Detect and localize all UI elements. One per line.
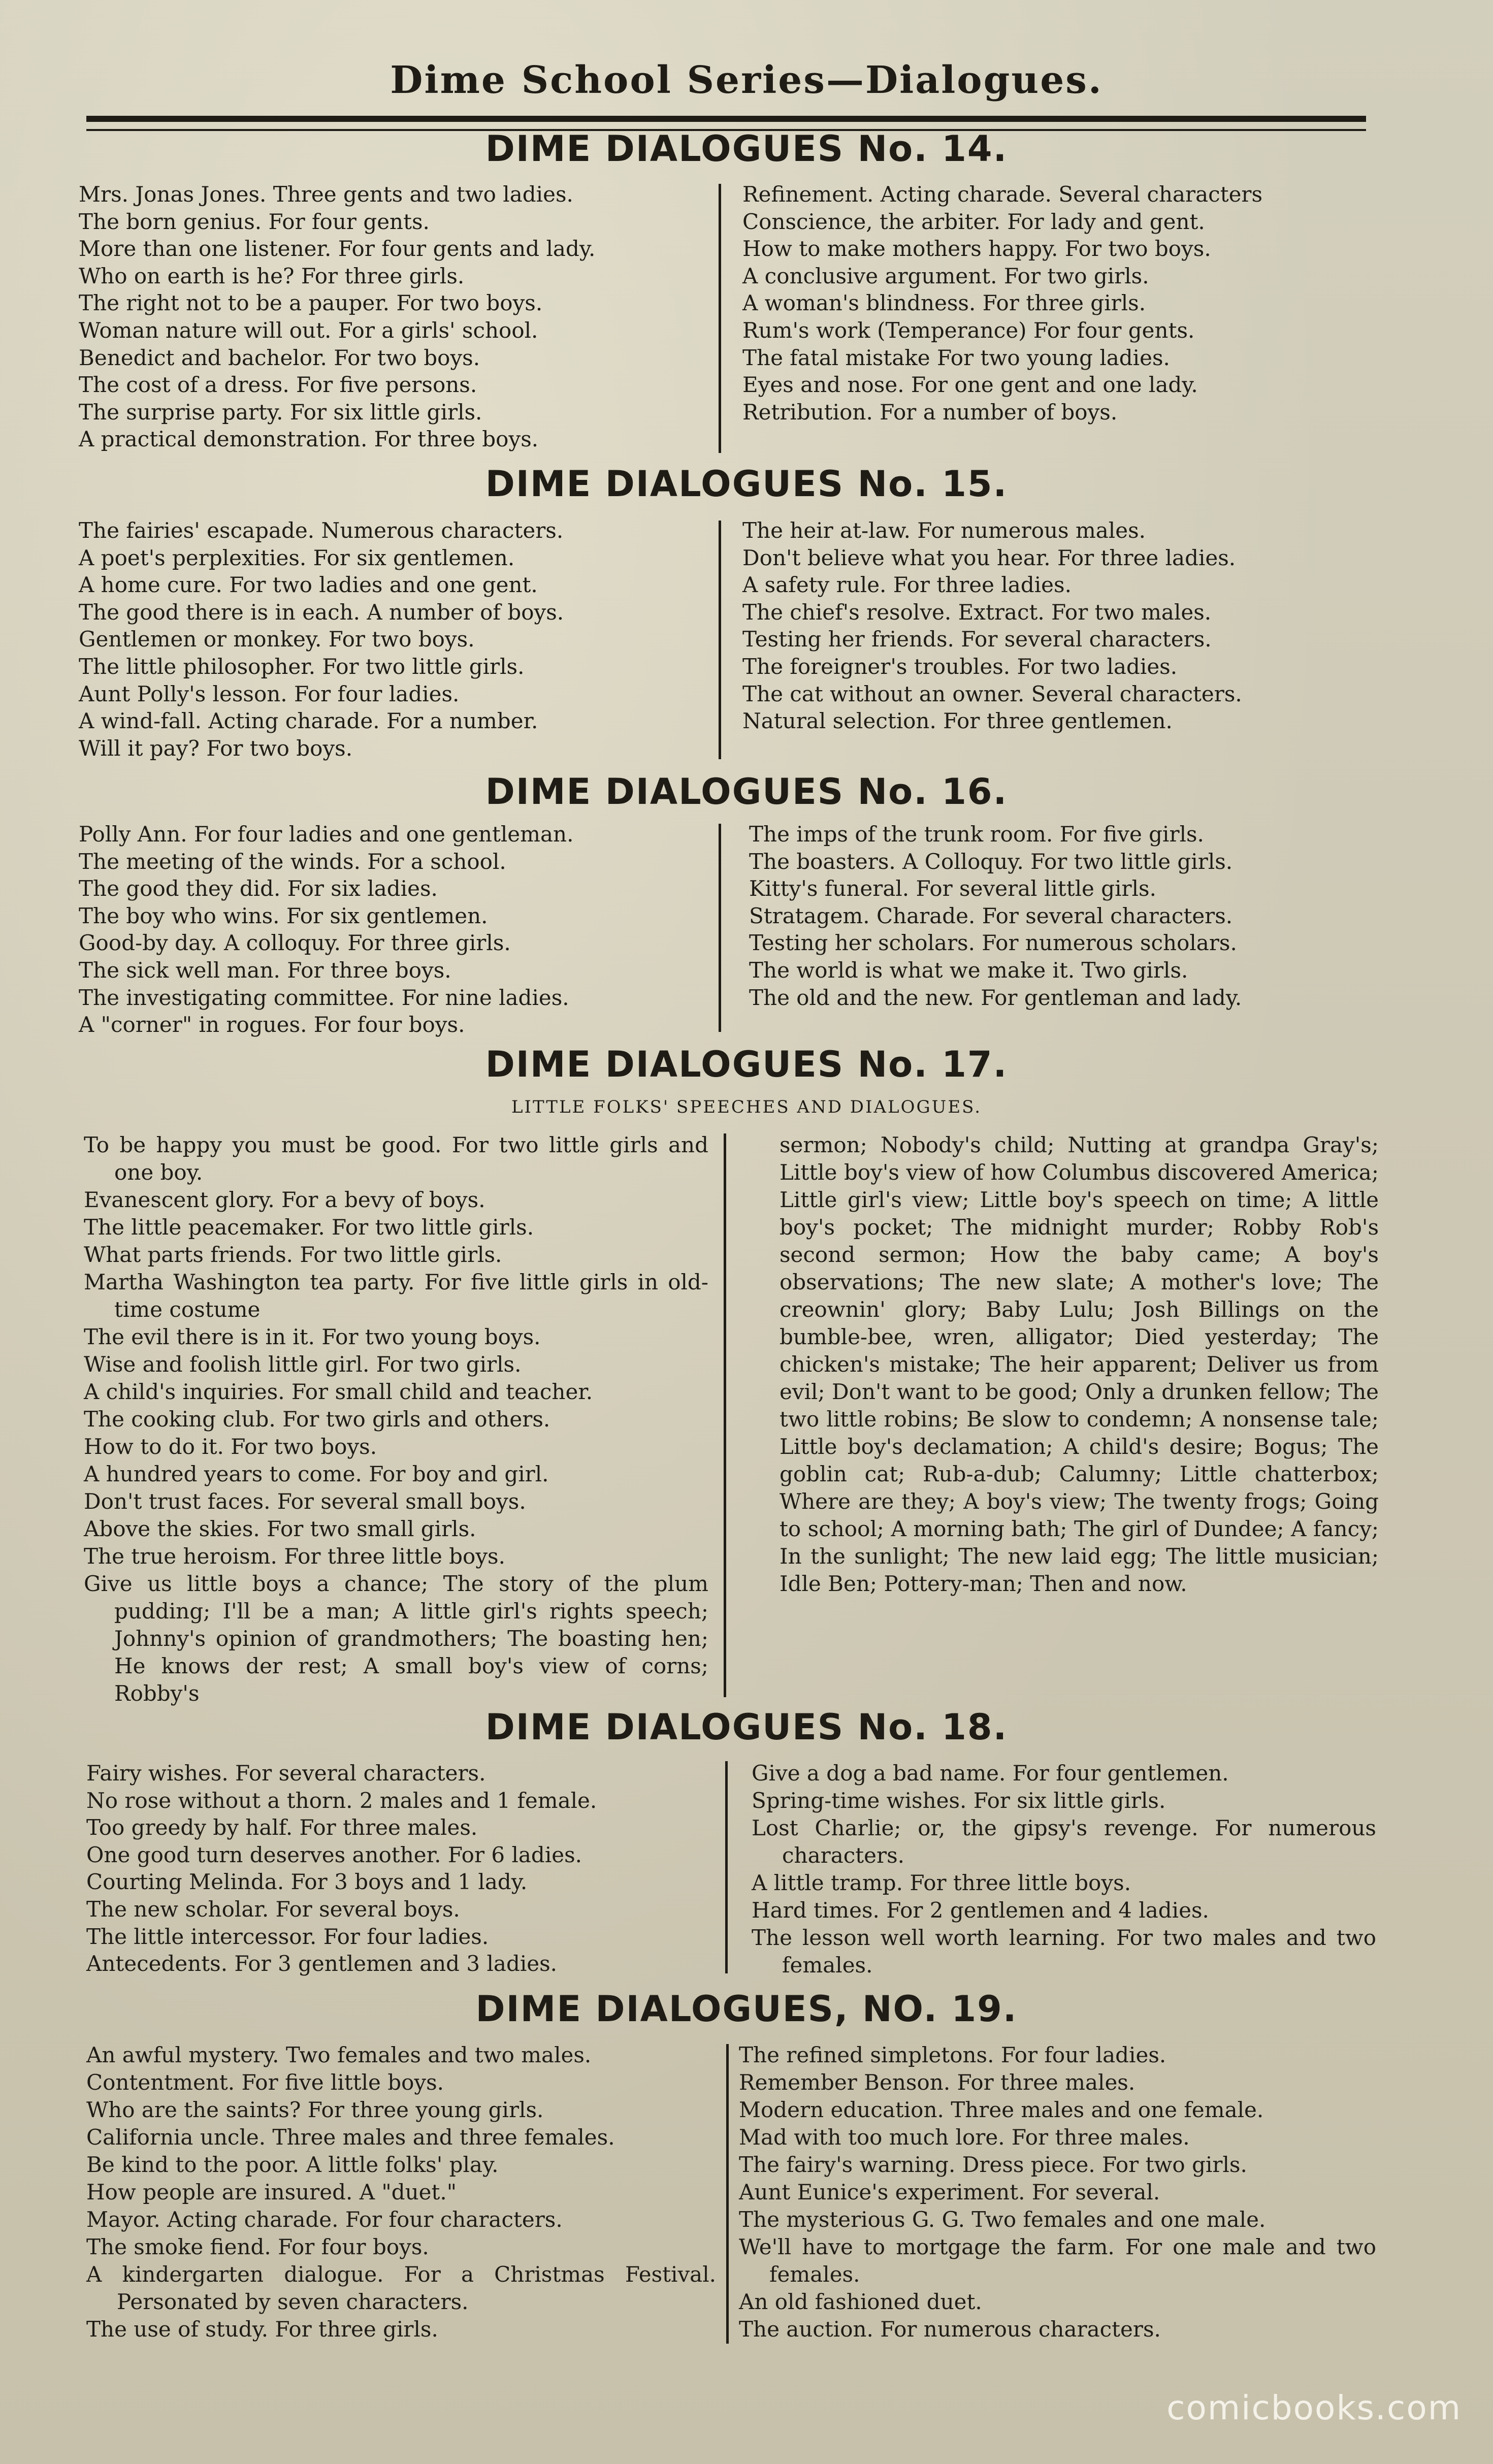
list-item: The little peacemaker. For two little girls.: [84, 1215, 534, 1240]
list-item: California uncle. Three males and three females.: [86, 2125, 615, 2150]
list-item: A little tramp. For three little boys.: [752, 1870, 1131, 1895]
list-item: Give us little boys a chance; The story of the plum pudding; I'll be a man; A little girl's rights speech; Johnny's opinion of grandmothers; The boasting hen; He knows der rest; A small boy's view of corns; Robby's: [84, 1571, 708, 1706]
list-item: The fatal mistake For two young ladies.: [742, 345, 1170, 370]
list-item: Remember Benson. For three males.: [739, 2070, 1135, 2095]
list-item: The use of study. For three girls.: [86, 2317, 438, 2342]
list-item: Be kind to the poor. A little folks' play.: [86, 2152, 499, 2177]
list-item: The true heroism. For three little boys.: [84, 1544, 505, 1569]
list-item: Above the skies. For two small girls.: [84, 1516, 476, 1541]
list-item: Eyes and nose. For one gent and one lady.: [742, 372, 1198, 398]
list-item: Give a dog a bad name. For four gentlemen.: [752, 1761, 1229, 1786]
list-item: The foreigner's troubles. For two ladies.: [742, 654, 1178, 679]
list-item: Don't believe what you hear. For three ladies.: [742, 545, 1236, 570]
list-item: The smoke fiend. For four boys.: [86, 2234, 429, 2259]
list-item: Hard times. For 2 gentlemen and 4 ladies.: [752, 1898, 1209, 1923]
section-17-right-paragraph: sermon; Nobody's child; Nutting at grandpa Gray's; Little boy's view of how Columbus discovered America; Little girl's view; Little boy's speech on time; A little boy's pocket; The midnight murder; Robby Rob's second sermon; How the baby came; A boy's observations; The new slate; A mother's love; The creownin' glory; Baby Lulu; Josh Billings on the bumble-bee, wren, alligator; Died yesterday; The chicken's mistake; The heir apparent; Deliver us from evil; Don't want to be good; Only a drunken fellow; The two little robins; Be slow to condemn; A nonsense tale; Little boy's declamation; A child's desire; Bogus; The goblin cat; Rub-a-dub; Calumny; Little chatterbox; Where are they; A boy's view; The twenty frogs; Going to school; A morning bath; The girl of Dundee; A fancy; In the sunlight; The new laid egg; The little musician; Idle Ben; Pottery-man; Then and now.: [780, 1132, 1379, 1596]
list-item: Courting Melinda. For 3 boys and 1 lady.: [86, 1869, 528, 1895]
list-item: A hundred years to come. For boy and girl.: [84, 1462, 549, 1486]
list-item: Woman nature will out. For a girls' school.: [79, 317, 538, 343]
list-item: Conscience, the arbiter. For lady and gent.: [742, 209, 1205, 234]
list-item: Good-by day. A colloquy. For three girls.: [79, 930, 511, 956]
list-item: Mrs. Jonas Jones. Three gents and two ladies.: [79, 182, 573, 207]
list-item: An awful mystery. Two females and two males.: [86, 2042, 592, 2067]
list-item: Contentment. For five little boys.: [86, 2070, 444, 2095]
section-15-right-list: [742, 517, 1372, 735]
list-item: A "corner" in rogues. For four boys.: [79, 1012, 465, 1038]
list-item: A poet's perplexities. For six gentlemen.: [79, 545, 515, 570]
list-item: Evanescent glory. For a bevy of boys.: [84, 1187, 485, 1212]
page-header: Dime School Series—Dialogues.: [390, 58, 1103, 102]
list-item: We'll have to mortgage the farm. For one male and two females.: [739, 2234, 1376, 2287]
list-item: The little intercessor. For four ladies.: [86, 1924, 489, 1949]
section-14-left-list: [79, 181, 708, 453]
section-18-right-list: [752, 1760, 1376, 1979]
list-item: The cost of a dress. For five persons.: [79, 372, 477, 398]
list-item: Stratagem. Charade. For several characters.: [749, 903, 1233, 928]
list-item: The chief's resolve. Extract. For two males.: [742, 599, 1212, 625]
list-item: Refinement. Acting charade. Several characters: [742, 182, 1263, 207]
list-item: Fairy wishes. For several characters.: [86, 1761, 486, 1786]
list-item: The auction. For numerous characters.: [739, 2317, 1161, 2342]
list-item: The fairy's warning. Dress piece. For two girls.: [739, 2152, 1247, 2177]
list-item: The new scholar. For several boys.: [86, 1896, 460, 1922]
section-17-left-list: [84, 1131, 708, 1707]
section-18-left-list: [86, 1760, 716, 1977]
list-item: Benedict and bachelor. For two boys.: [79, 345, 480, 370]
list-item: Who on earth is he? For three girls.: [79, 263, 465, 288]
section-16-left-list: [79, 821, 708, 1039]
list-item: Aunt Polly's lesson. For four ladies.: [79, 681, 460, 706]
section-19-right-list: [739, 2041, 1376, 2343]
list-item: The sick well man. For three boys.: [79, 957, 451, 983]
watermark: comicbooks.com: [1166, 2388, 1462, 2427]
list-item: Spring-time wishes. For six little girls.: [752, 1788, 1166, 1813]
column-divider: [724, 1133, 726, 1697]
list-item: How to make mothers happy. For two boys.: [742, 236, 1211, 262]
section-title-14: DIME DIALOGUES No. 14.: [485, 128, 1008, 170]
section-19-left-list: [86, 2041, 716, 2343]
section-title-18: DIME DIALOGUES No. 18.: [485, 1706, 1008, 1748]
list-item: The investigating committee. For nine ladies.: [79, 985, 569, 1010]
list-item: The heir at-law. For numerous males.: [742, 518, 1146, 543]
list-item: A wind-fall. Acting charade. For a number.: [79, 708, 538, 734]
list-item: A practical demonstration. For three boys.: [79, 427, 539, 452]
section-14-right-list: [742, 181, 1372, 426]
list-item: The little philosopher. For two little girls.: [79, 654, 525, 679]
list-item: A kindergarten dialogue. For a Christmas Festival. Personated by seven characters.: [86, 2262, 716, 2314]
section-15-left-list: [79, 517, 708, 762]
list-item: No rose without a thorn. 2 males and 1 female.: [86, 1788, 597, 1813]
column-divider: [725, 1761, 728, 1973]
list-item: The surprise party. For six little girls.: [79, 399, 482, 425]
list-item: Wise and foolish little girl. For two girls.: [84, 1352, 522, 1377]
list-item: The cat without an owner. Several characters.: [742, 681, 1242, 706]
list-item: A safety rule. For three ladies.: [742, 572, 1072, 598]
list-item: The right not to be a pauper. For two boys.: [79, 290, 543, 316]
list-item: The lesson well worth learning. For two males and two females.: [752, 1925, 1376, 1977]
list-item: The boasters. A Colloquy. For two little girls.: [749, 849, 1233, 874]
list-item: The evil there is in it. For two young boys.: [84, 1324, 541, 1349]
list-item: Who are the saints? For three young girls.: [86, 2097, 544, 2122]
list-item: The meeting of the winds. For a school.: [79, 849, 506, 874]
list-item: Rum's work (Temperance) For four gents.: [742, 317, 1195, 343]
list-item: Retribution. For a number of boys.: [742, 399, 1118, 425]
column-divider: [719, 521, 721, 759]
list-item: How people are insured. A "duet.": [86, 2180, 457, 2204]
list-item: The good they did. For six ladies.: [79, 876, 438, 901]
list-item: Kitty's funeral. For several little girls.: [749, 876, 1156, 901]
list-item: The fairies' escapade. Numerous characters.: [79, 518, 564, 543]
list-item: An old fashioned duet.: [739, 2289, 982, 2314]
list-item: The cooking club. For two girls and others.: [84, 1407, 550, 1432]
list-item: The world is what we make it. Two girls.: [749, 957, 1188, 983]
section-title-17: DIME DIALOGUES No. 17.: [485, 1044, 1008, 1085]
column-divider: [719, 184, 721, 453]
list-item: Gentlemen or monkey. For two boys.: [79, 627, 475, 652]
list-item: One good turn deserves another. For 6 ladies.: [86, 1842, 582, 1867]
list-item: Will it pay? For two boys.: [79, 735, 353, 761]
list-item: Testing her scholars. For numerous scholars.: [749, 930, 1237, 956]
list-item: The good there is in each. A number of boys.: [79, 599, 564, 625]
list-item: The refined simpletons. For four ladies.: [739, 2042, 1166, 2067]
list-item: Too greedy by half. For three males.: [86, 1815, 478, 1840]
list-item: A home cure. For two ladies and one gent.: [79, 572, 538, 598]
list-item: A woman's blindness. For three girls.: [742, 290, 1146, 316]
list-item: The old and the new. For gentleman and lady.: [749, 985, 1242, 1010]
section-title-16: DIME DIALOGUES No. 16.: [485, 771, 1008, 813]
section-title-15: DIME DIALOGUES No. 15.: [485, 463, 1008, 505]
column-divider: [726, 2044, 729, 2344]
list-item: The boy who wins. For six gentlemen.: [79, 903, 488, 928]
section-title-19: DIME DIALOGUES, NO. 19.: [475, 1988, 1018, 2030]
list-item: Martha Washington tea party. For five little girls in old-time costume: [84, 1270, 708, 1322]
list-item: The imps of the trunk room. For five girls.: [749, 822, 1204, 847]
list-item: Don't trust faces. For several small boys.: [84, 1489, 526, 1514]
list-item: What parts friends. For two little girls.: [84, 1242, 502, 1267]
list-item: To be happy you must be good. For two little girls and one boy.: [84, 1132, 708, 1185]
list-item: Natural selection. For three gentlemen.: [742, 708, 1173, 734]
list-item: Aunt Eunice's experiment. For several.: [739, 2180, 1160, 2204]
list-item: Mayor. Acting charade. For four characters.: [86, 2207, 563, 2232]
list-item: A conclusive argument. For two girls.: [742, 263, 1149, 288]
column-divider: [719, 824, 721, 1032]
list-item: A child's inquiries. For small child and teacher.: [84, 1379, 593, 1404]
section-16-right-list: [749, 821, 1379, 1011]
list-item: Testing her friends. For several characters.: [742, 627, 1212, 652]
list-item: Mad with too much lore. For three males.: [739, 2125, 1190, 2150]
list-item: The mysterious G. G. Two females and one male.: [739, 2207, 1266, 2232]
list-item: How to do it. For two boys.: [84, 1434, 377, 1459]
list-item: Modern education. Three males and one female.: [739, 2097, 1264, 2122]
list-item: Lost Charlie; or, the gipsy's revenge. For numerous characters.: [752, 1815, 1376, 1868]
list-item: More than one listener. For four gents and lady.: [79, 236, 596, 262]
section-subtitle-17: LITTLE FOLKS' SPEECHES AND DIALOGUES.: [511, 1097, 982, 1117]
list-item: Polly Ann. For four ladies and one gentleman.: [79, 822, 574, 847]
list-item: The born genius. For four gents.: [79, 209, 430, 234]
list-item: Antecedents. For 3 gentlemen and 3 ladies.: [86, 1951, 558, 1976]
